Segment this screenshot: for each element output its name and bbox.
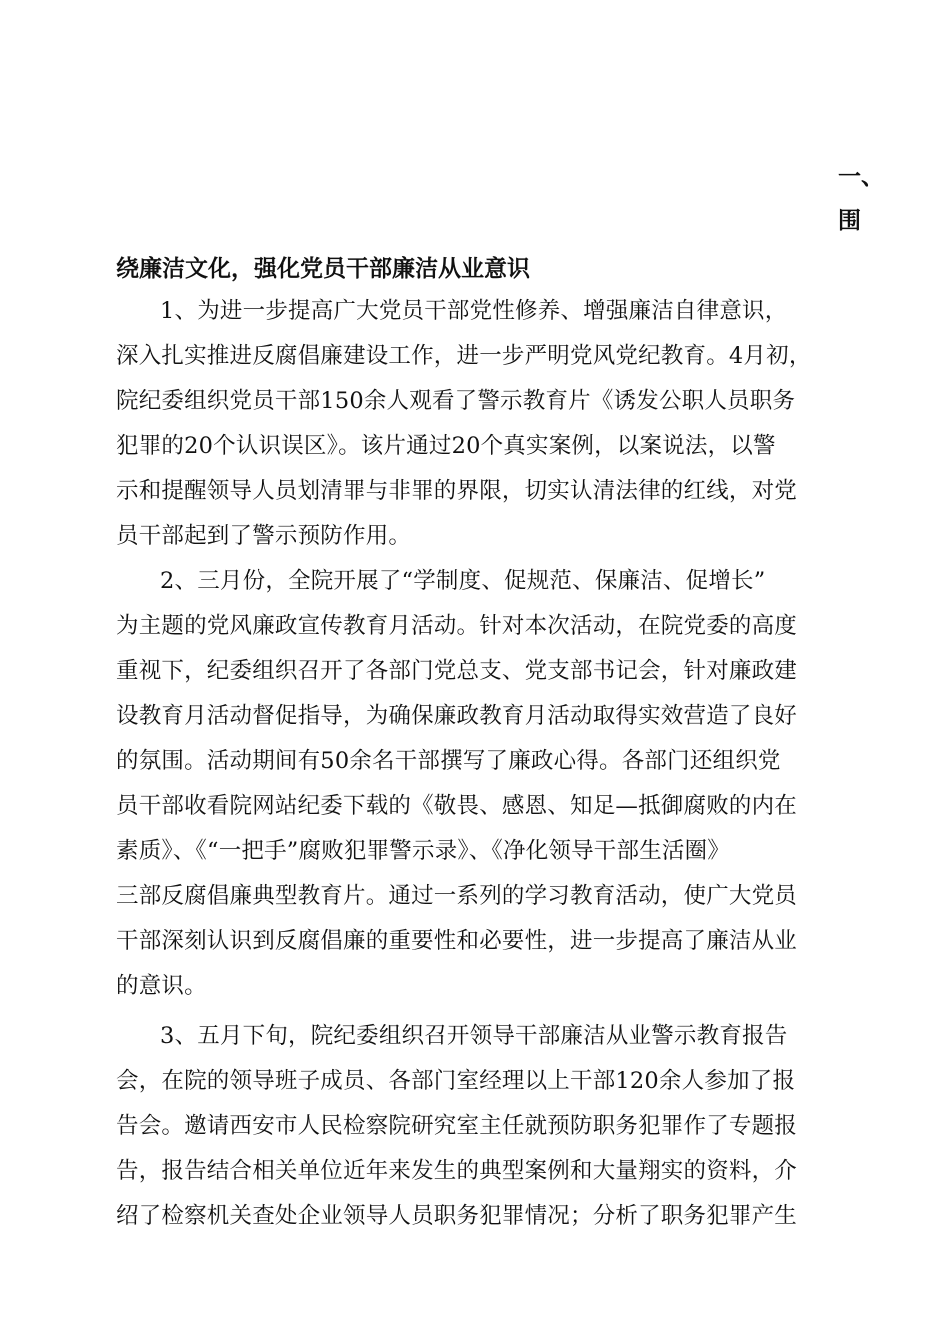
paragraph-line: 员干部起到了警示预防作用。	[116, 523, 412, 549]
paragraph-line: 为主题的党风廉政宣传教育月活动。针对本次活动，在院党委的高度	[116, 613, 798, 639]
paragraph-line: 示和提醒领导人员划清罪与非罪的界限，切实认清法律的红线，对党	[116, 478, 798, 504]
paragraph-line: 3、五月下旬，院纪委组织召开领导干部廉洁从业警示教育报告	[160, 1023, 788, 1049]
paragraph-line: 设教育月活动督促指导，为确保廉政教育月活动取得实效营造了良好	[116, 703, 798, 729]
paragraph-line: 深入扎实推进反腐倡廉建设工作，进一步严明党风党纪教育。4月初，	[116, 343, 812, 369]
paragraph-line: 会，在院的领导班子成员、各部门室经理以上干部120余人参加了报	[116, 1068, 796, 1094]
paragraph-line: 三部反腐倡廉典型教育片。通过一系列的学习教育活动，使广大党员	[116, 883, 798, 909]
paragraph-line: 的意识。	[116, 973, 207, 999]
paragraph-line: 素质》、《“一把手”腐败犯罪警示录》、《净化领导干部生活圈》	[116, 838, 731, 864]
paragraph-line: 的氛围。活动期间有50余名干部撰写了廉政心得。各部门还组织党	[116, 748, 781, 774]
paragraph-line: 1、为进一步提高广大党员干部党性修养、增强廉洁自律意识，	[160, 298, 788, 324]
paragraph-line: 员干部收看院网站纪委下载的《敬畏、感恩、知足—抵御腐败的内在	[116, 793, 798, 819]
paragraph-line: 绍了检察机关查处企业领导人员职务犯罪情况；分析了职务犯罪产生	[116, 1203, 798, 1229]
paragraph-line: 2、三月份，全院开展了“学制度、促规范、保廉洁、促增长”	[160, 568, 766, 594]
section-heading: 绕廉洁文化，强化党员干部廉洁从业意识	[116, 256, 530, 282]
paragraph-line: 干部深刻认识到反腐倡廉的重要性和必要性，进一步提高了廉洁从业	[116, 928, 798, 954]
paragraph-line: 重视下，纪委组织召开了各部门党总支、党支部书记会，针对廉政建	[116, 658, 798, 684]
paragraph-line: 告会。邀请西安市人民检察院研究室主任就预防职务犯罪作了专题报	[116, 1113, 798, 1139]
paragraph-line: 院纪委组织党员干部150余人观看了警示教育片《诱发公职人员职务	[116, 388, 796, 414]
paragraph-line: 告，报告结合相关单位近年来发生的典型案例和大量翔实的资料，介	[116, 1158, 798, 1184]
section-heading-fragment: 围	[838, 208, 861, 234]
section-heading-number: 一、	[838, 164, 884, 190]
paragraph-line: 犯罪的20个认识误区》。该片通过20个真实案例，以案说法，以警	[116, 433, 776, 459]
